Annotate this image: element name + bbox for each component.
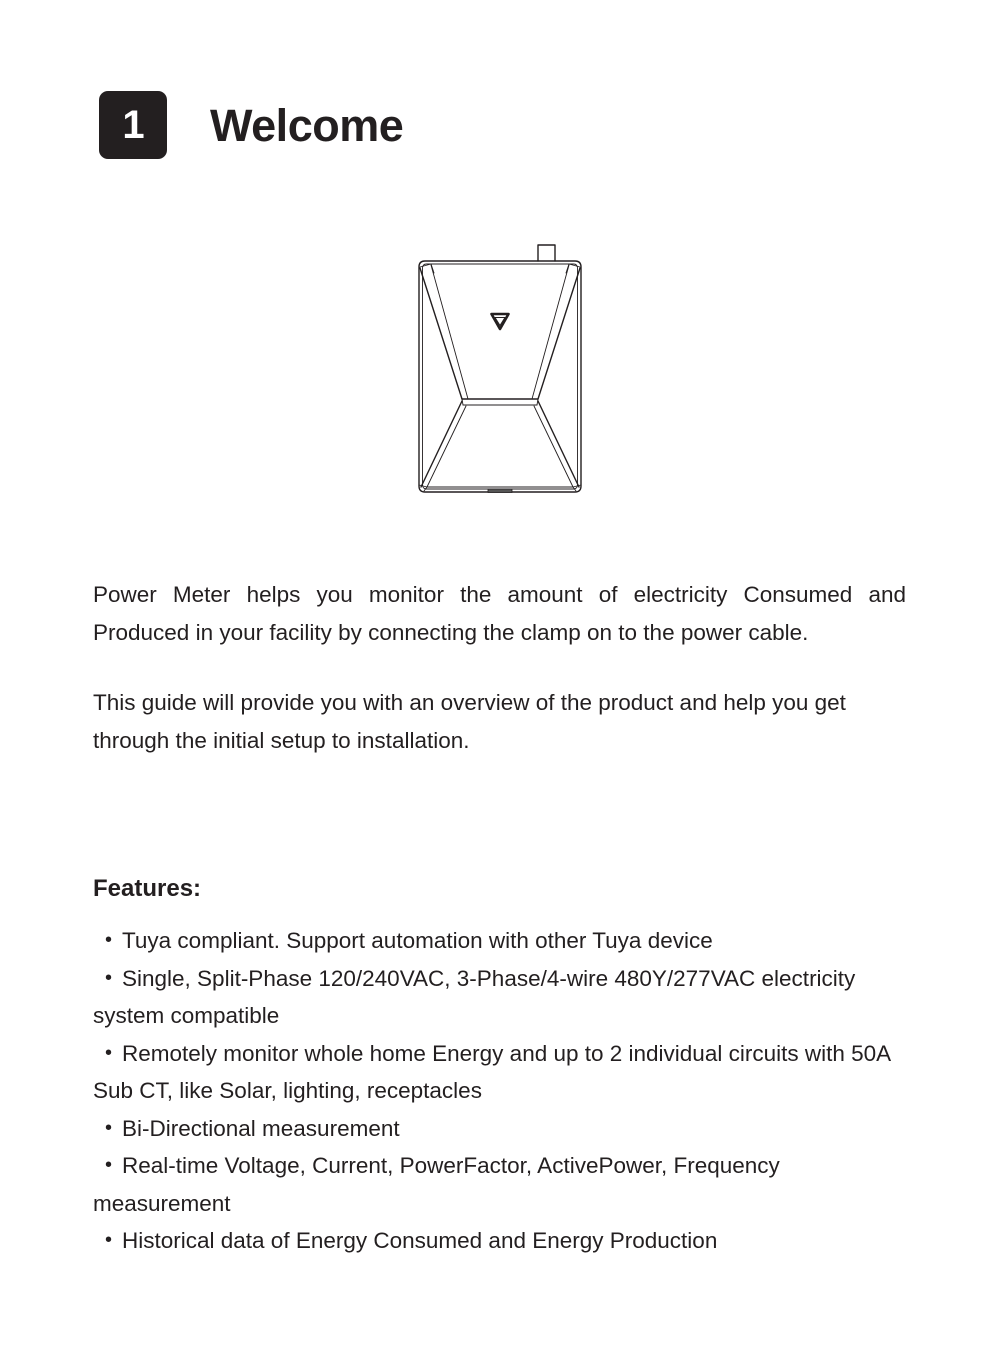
device-inner-shell (423, 264, 578, 489)
feature-list-item (93, 960, 911, 1035)
intro-body-copy (93, 576, 906, 760)
taper-left-outer (420, 268, 462, 399)
flare-right-outer (538, 401, 579, 487)
bullet-icon: • (105, 1116, 113, 1139)
features-list (93, 922, 911, 1260)
flare-left-outer (421, 401, 462, 487)
power-meter-device-line-drawing (400, 233, 600, 508)
feature-text: Single, Split-Phase 120/240VAC, 3-Phase/4-wire 480Y/277VAC electricity system compatible (93, 965, 856, 1028)
triangle-logo-icon (492, 314, 509, 329)
product-illustration (400, 233, 600, 508)
flare-left-inner (427, 406, 466, 487)
taper-left-inner (431, 265, 468, 399)
device-outer-shell (419, 261, 581, 492)
features-section (93, 877, 911, 1260)
feature-text: Remotely monitor whole home Energy and up to 2 individual circuits with 50A Sub CT, like Solar, lighting, receptacles (93, 1040, 890, 1103)
feature-list-item (93, 1147, 911, 1222)
feature-list-item (93, 1222, 911, 1260)
step-number-badge: 1 (99, 91, 167, 159)
paragraph-1: Power Meter helps you monitor the amount of electricity Consumed and Produced in your facility by connecting the clamp on to the power cable. (93, 582, 906, 645)
feature-text: Bi-Directional measurement (122, 1115, 400, 1141)
bottom-connector-tab (488, 489, 512, 493)
features-heading: Features: (93, 875, 202, 902)
feature-list-item (93, 922, 911, 960)
taper-right-inner (532, 265, 569, 399)
page-header (99, 91, 403, 159)
bullet-icon: • (105, 1154, 113, 1176)
paragraph-2: This guide will provide you with an overview of the product and help you get through the initial setup to installation. (93, 690, 846, 753)
feature-text: Historical data of Energy Consumed and Energy Production (122, 1228, 718, 1253)
bullet-icon: • (105, 929, 113, 951)
bullet-icon: • (105, 1041, 113, 1064)
feature-text: Tuya compliant. Support automation with other Tuya device (122, 928, 713, 953)
feature-list-item (93, 1035, 911, 1110)
feature-list-item (93, 1110, 911, 1148)
bullet-icon: • (105, 1229, 113, 1251)
feature-text: Real-time Voltage, Current, PowerFactor, ActivePower, Frequency measurement (93, 1153, 780, 1216)
flare-right-inner (534, 406, 573, 487)
antenna-stub (538, 245, 555, 261)
page-title: Welcome (210, 99, 404, 151)
bullet-icon: • (105, 966, 113, 989)
taper-right-outer (538, 268, 580, 399)
